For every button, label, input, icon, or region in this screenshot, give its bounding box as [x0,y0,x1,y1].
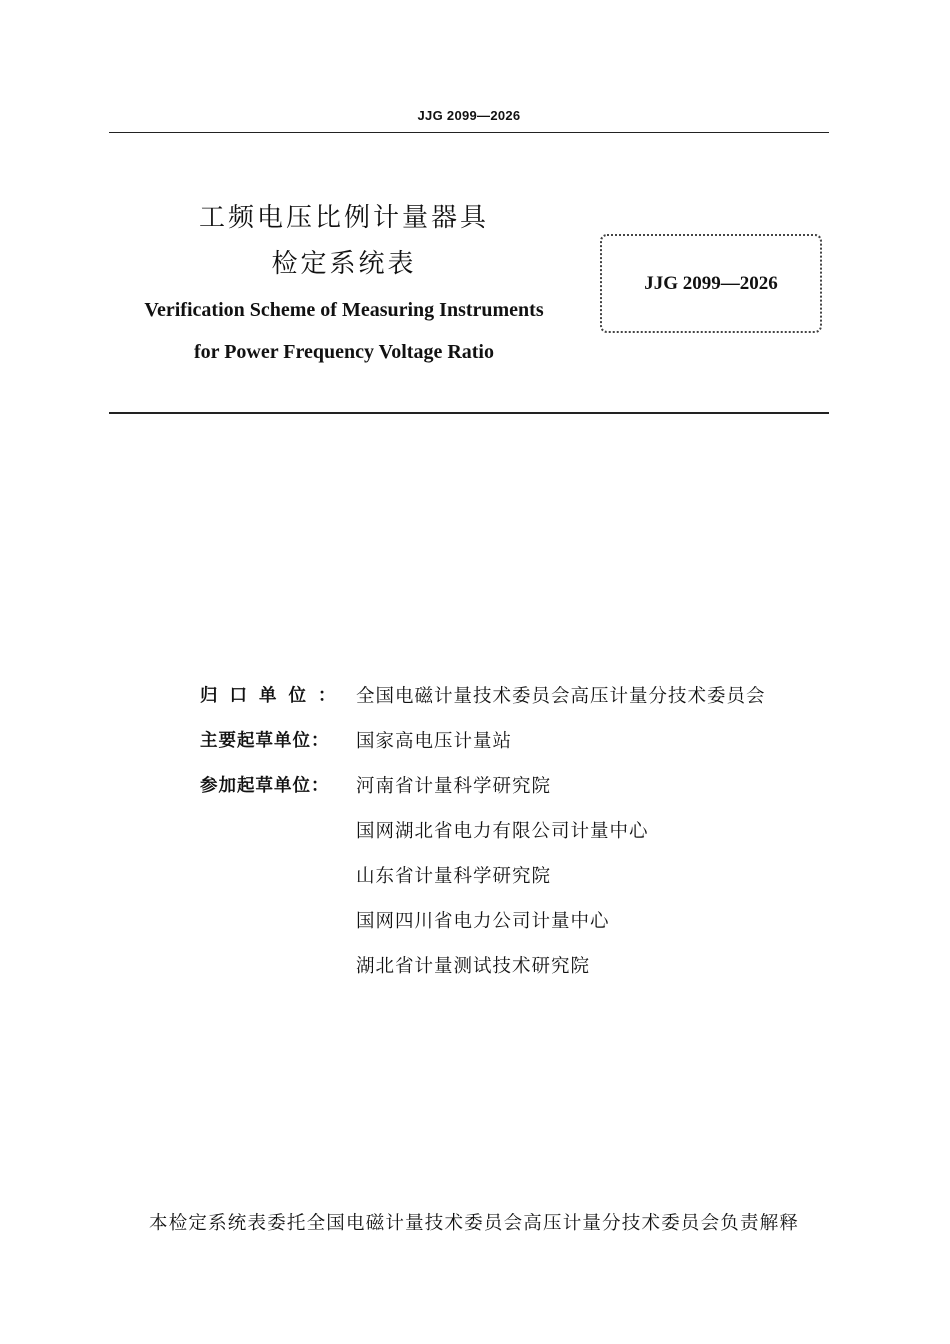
main-drafter-row [200,717,840,762]
header-rule [109,132,829,133]
centralized-unit-row [200,672,840,717]
title-block [109,196,579,368]
main-drafter-label: 主要起草单位： [200,731,330,751]
title-en-line2: for Power Frequency Voltage Ratio [194,341,494,363]
title-cn-line2: 检定系统表 [271,249,417,279]
standard-code: JJG 2099—2026 [644,272,778,294]
participating-unit: 山东省计量科学研究院 [356,865,552,887]
participating-row-cont [200,897,840,942]
title-divider-rule [109,412,829,414]
participating-label: 参加起草单位： [200,776,330,796]
participating-unit: 国网四川省电力公司计量中心 [356,910,610,932]
title-cn-line1: 工频电压比例计量器具 [198,203,489,233]
running-header: JJG 2099—2026 [417,108,521,123]
participating-unit: 河南省计量科学研究院 [356,775,552,797]
participating-row-cont [200,852,840,897]
participating-row [200,762,840,807]
participating-row-cont [200,807,840,852]
drafting-info [200,672,840,987]
participating-row-cont [200,942,840,987]
interpretation-note: 本检定系统表委托全国电磁计量技术委员会高压计量分技术委员会负责解释 [149,1212,800,1234]
participating-unit: 湖北省计量测试技术研究院 [356,955,591,977]
main-drafter-value: 国家高电压计量站 [356,730,513,752]
centralized-unit-value: 全国电磁计量技术委员会高压计量分技术委员会 [356,685,766,707]
centralized-unit-label: 归口单位： [200,686,348,706]
title-en-line1: Verification Scheme of Measuring Instruments [144,299,544,321]
participating-unit: 国网湖北省电力有限公司计量中心 [356,820,649,842]
standard-code-box [600,234,822,333]
